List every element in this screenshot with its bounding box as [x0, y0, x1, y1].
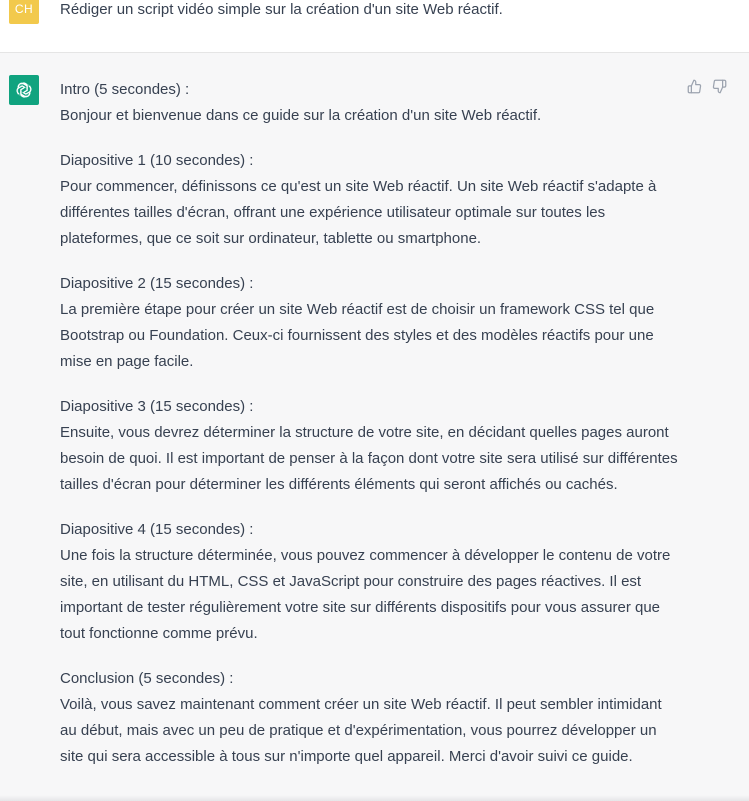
section-body: Une fois la structure déterminée, vous pouvez commencer à développer le contenu de votre site, en utilisant du HTML, CSS et JavaScript pour construire des pages réactives. Il est important de tester régulièrement votre site sur différents dispositifs pour vous assurer que tout fonctionne comme prévu.	[60, 547, 671, 642]
script-section-intro	[60, 77, 680, 129]
section-heading: Intro (5 secondes) :	[60, 81, 190, 98]
section-heading: Diapositive 4 (15 secondes) :	[60, 521, 254, 538]
bottom-fade	[0, 795, 749, 801]
user-avatar	[9, 0, 39, 24]
user-avatar-initials: CH	[14, 2, 34, 16]
script-section-slide-4	[60, 517, 680, 647]
section-body: La première étape pour créer un site Web réactif est de choisir un framework CSS tel que Bootstrap ou Foundation. Ceux-ci fournissent des styles et des modèles réactifs pour une mise en page facile.	[60, 301, 655, 370]
section-body: Ensuite, vous devrez déterminer la structure de votre site, en décidant quelles pages auront besoin de quoi. Il est important de penser à la façon dont votre site sera utilisé sur différentes tailles d'écran pour déterminer les différents éléments qui seront affichés ou cachés.	[60, 424, 678, 493]
user-message-text: Rédiger un script vidéo simple sur la création d'un site Web réactif.	[60, 1, 503, 18]
section-heading: Diapositive 1 (10 secondes) :	[60, 152, 254, 169]
script-section-slide-2	[60, 271, 680, 375]
script-section-slide-1	[60, 148, 680, 252]
assistant-response	[60, 77, 680, 789]
script-section-conclusion	[60, 666, 680, 770]
section-body: Bonjour et bienvenue dans ce guide sur la création d'un site Web réactif.	[60, 107, 542, 124]
openai-logo-icon	[9, 75, 39, 105]
section-body: Voilà, vous savez maintenant comment créer un site Web réactif. Il peut sembler intimidant au début, mais avec un peu de pratique et d'expérimentation, vous pourrez développer un site qui sera accessible à tous sur n'importe quel appareil. Merci d'avoir suivi ce guide.	[60, 696, 662, 765]
section-heading: Conclusion (5 secondes) :	[60, 670, 234, 687]
section-heading: Diapositive 3 (15 secondes) :	[60, 398, 254, 415]
section-body: Pour commencer, définissons ce qu'est un site Web réactif. Un site Web réactif s'adapte à différentes tailles d'écran, offrant une expérience utilisateur optimale sur toutes les plateformes, que ce soit sur ordinateur, tablette ou smartphone.	[60, 178, 657, 247]
thumbs-down-icon[interactable]	[711, 78, 727, 94]
section-heading: Diapositive 2 (15 secondes) :	[60, 275, 254, 292]
script-section-slide-3	[60, 394, 680, 498]
user-message-row	[0, 0, 749, 53]
assistant-message-row	[0, 53, 749, 801]
feedback-buttons	[686, 78, 727, 94]
thumbs-up-icon[interactable]	[686, 78, 702, 94]
